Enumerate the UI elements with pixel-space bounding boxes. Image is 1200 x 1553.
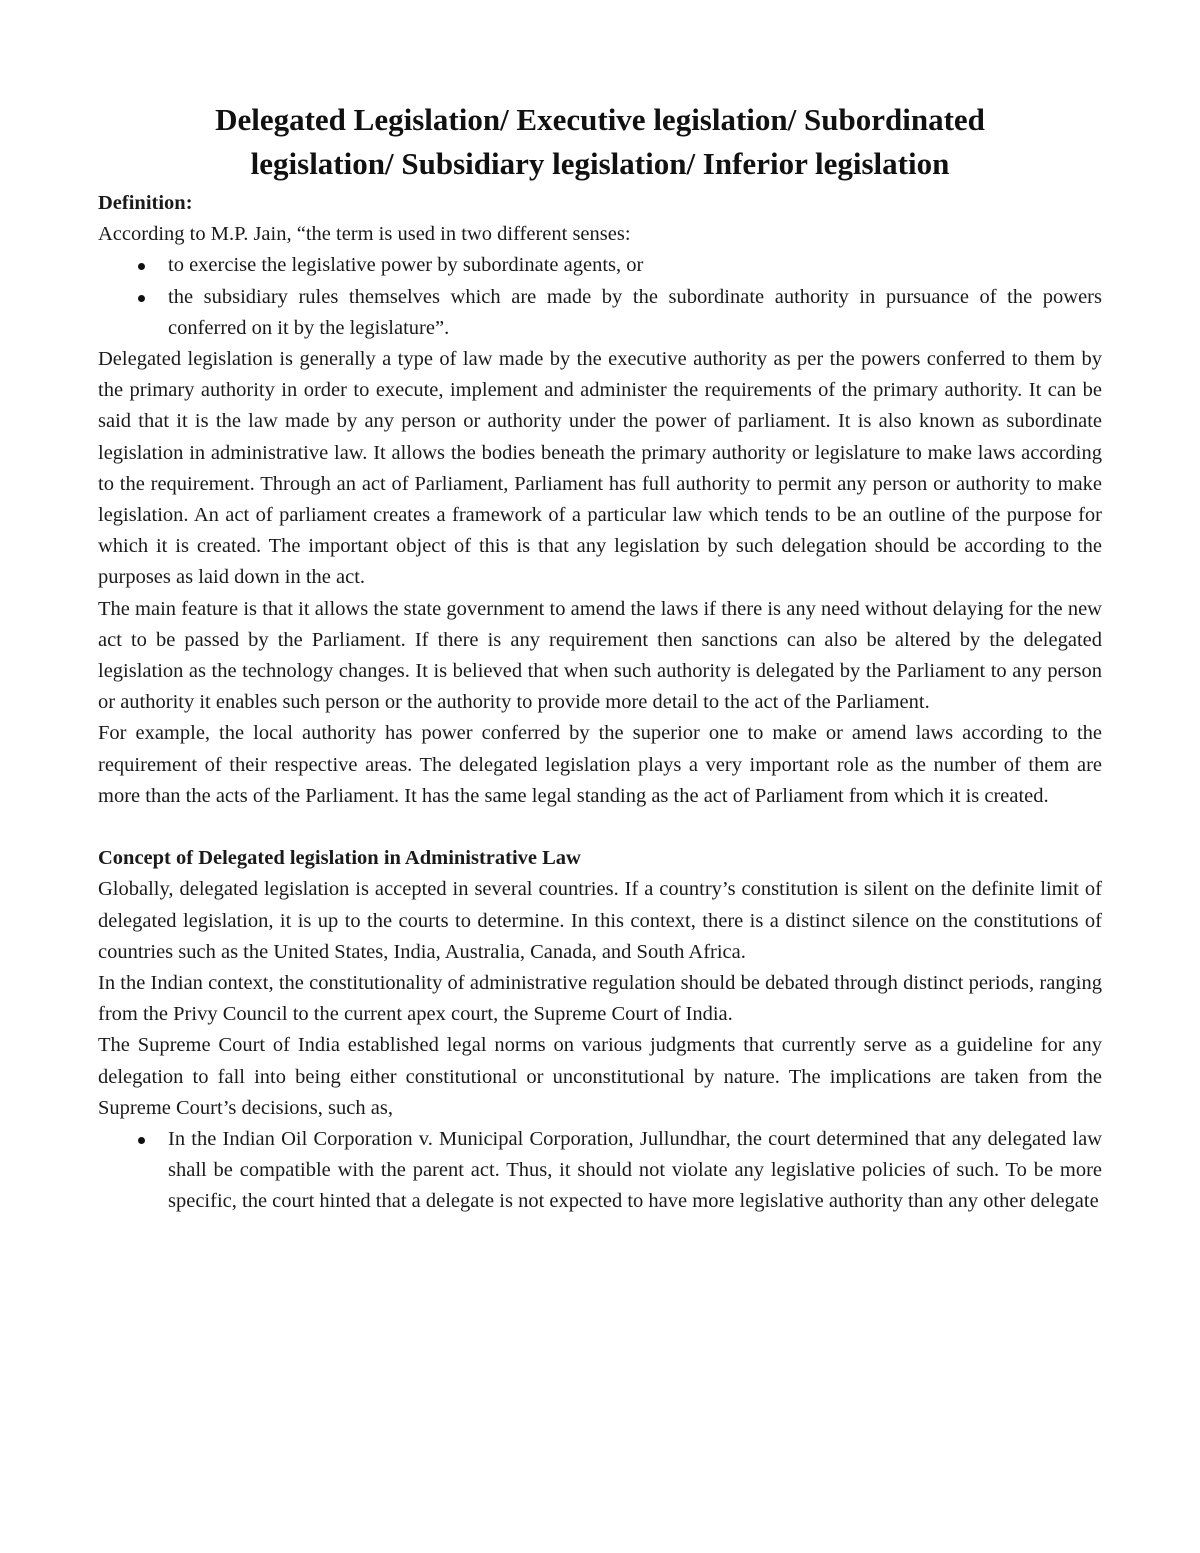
list-item [98, 282, 1102, 344]
title-line-1: Delegated Legislation/ Executive legislation/ Subordinated [215, 102, 985, 137]
document-page [98, 98, 1102, 1218]
list-item-text: the subsidiary rules themselves which are made by the subordinate authority in pursuance of the powers conferred on it by the legislature”. [168, 285, 1102, 339]
definition-bullet-list [98, 250, 1102, 344]
body-paragraph: Delegated legislation is generally a type of law made by the executive authority as per the powers conferred to them by the primary authority in order to execute, implement and administer the requirements of the primary authority. It can be said that it is the law made by any person or authority under the power of parliament. It is also known as subordinate legislation in administrative law. It allows the bodies beneath the primary authority or legislature to make laws according to the requirement. Through an act of Parliament, Parliament has full authority to permit any person or authority to make legislation. An act of parliament creates a framework of a particular law which tends to be an outline of the purpose for which it is created. The important object of this is that any legislation by such delegation should be according to the purposes as laid down in the act. [98, 348, 1102, 589]
title-line-2: legislation/ Subsidiary legislation/ Inferior legislation [250, 146, 950, 181]
concept-bullet-list [98, 1124, 1102, 1218]
list-item [98, 1124, 1102, 1218]
bullet-icon [138, 263, 145, 270]
body-paragraph: For example, the local authority has power conferred by the superior one to make or amend laws according to the requirement of their respective areas. The delegated legislation plays a very important role as the number of them are more than the acts of the Parliament. It has the same legal standing as the act of Parliament from which it is created. [98, 722, 1102, 807]
body-paragraph: Globally, delegated legislation is accepted in several countries. If a country’s constitution is silent on the definite limit of delegated legislation, it is up to the courts to determine. In this context, there is a distinct silence on the constitutions of countries such as the United States, India, Australia, Canada, and South Africa. [98, 878, 1102, 963]
body-paragraph: The Supreme Court of India established legal norms on various judgments that currently serve as a guideline for any delegation to fall into being either constitutional or unconstitutional by nature. The implications are taken from the Supreme Court’s decisions, such as, [98, 1034, 1102, 1119]
definition-intro: According to M.P. Jain, “the term is used in two different senses: [98, 223, 631, 246]
body-paragraph: In the Indian context, the constitutionality of administrative regulation should be debated through distinct periods, ranging from the Privy Council to the current apex court, the Supreme Court of India. [98, 972, 1102, 1026]
definition-heading: Definition: [98, 192, 193, 214]
bullet-icon [138, 1137, 145, 1144]
spacer [98, 812, 1102, 843]
body-paragraph: The main feature is that it allows the state government to amend the laws if there is any need without delaying for the new act to be passed by the Parliament. If there is any requirement then sanctions can also be altered by the delegated legislation as the technology changes. It is believed that when such authority is delegated by the Parliament to any person or authority it enables such person or the authority to provide more detail to the act of the Parliament. [98, 597, 1102, 714]
list-item-text: to exercise the legislative power by subordinate agents, or [168, 254, 644, 277]
list-item-text: In the Indian Oil Corporation v. Municipal Corporation, Jullundhar, the court determined that any delegated law shall be compatible with the parent act. Thus, it should not violate any legislative policies of such. To be more specific, the court hinted that a delegate is not expected to have more legislative authority than any other delegate [168, 1128, 1102, 1213]
list-item [98, 250, 1102, 281]
concept-heading: Concept of Delegated legislation in Administrative Law [98, 847, 581, 870]
bullet-icon [138, 295, 145, 302]
document-title [98, 98, 1102, 186]
